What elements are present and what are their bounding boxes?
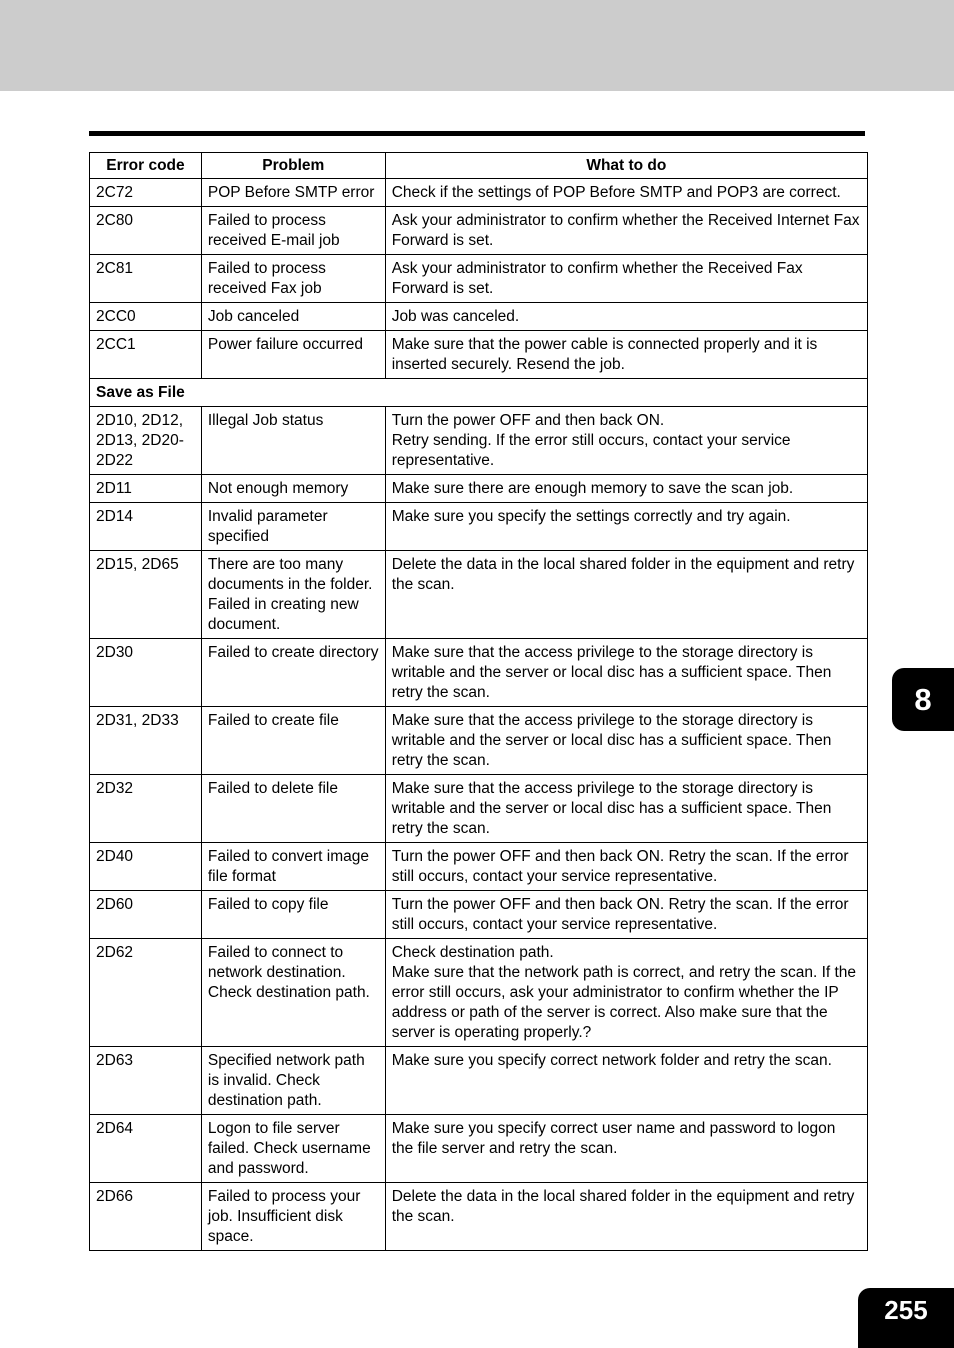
what-to-do-cell: Turn the power OFF and then back ON. Retry the scan. If the error still occurs, contact your service representative.: [385, 843, 867, 891]
section-row: [90, 379, 868, 407]
what-to-do-cell: Make sure that the access privilege to the storage directory is writable and the server or local disc has a sufficient space. Then retry the scan.: [385, 639, 867, 707]
table-row: [90, 843, 868, 891]
section-title: Save as File: [90, 379, 868, 407]
table-row: [90, 891, 868, 939]
table-row: [90, 939, 868, 1047]
what-to-do-cell: Make sure there are enough memory to save the scan job.: [385, 475, 867, 503]
table-row: [90, 1183, 868, 1251]
what-to-do-cell: Job was canceled.: [385, 303, 867, 331]
error-code-cell: 2D30: [90, 639, 202, 707]
problem-cell: Failed to connect to network destination. Check destination path.: [201, 939, 385, 1047]
error-code-cell: 2D32: [90, 775, 202, 843]
problem-cell: Failed to convert image file format: [201, 843, 385, 891]
error-code-cell: 2D62: [90, 939, 202, 1047]
problem-cell: Failed to create directory: [201, 639, 385, 707]
error-code-cell: 2C80: [90, 207, 202, 255]
error-code-cell: 2CC0: [90, 303, 202, 331]
error-code-cell: 2D15, 2D65: [90, 551, 202, 639]
what-to-do-cell: Delete the data in the local shared folder in the equipment and retry the scan.: [385, 1183, 867, 1251]
what-to-do-cell: Turn the power OFF and then back ON. Retry sending. If the error still occurs, contact your service representative.: [385, 407, 867, 475]
problem-cell: Job canceled: [201, 303, 385, 331]
table-row: [90, 1115, 868, 1183]
what-to-do-cell: Make sure that the access privilege to the storage directory is writable and the server or local disc has a sufficient space. Then retry the scan.: [385, 707, 867, 775]
what-to-do-cell: Make sure you specify correct network folder and retry the scan.: [385, 1047, 867, 1115]
table-row: [90, 407, 868, 475]
what-to-do-cell: Ask your administrator to confirm whether the Received Fax Forward is set.: [385, 255, 867, 303]
what-to-do-cell: Check if the settings of POP Before SMTP and POP3 are correct.: [385, 179, 867, 207]
table-row: [90, 639, 868, 707]
header-error-code: Error code: [90, 153, 202, 179]
table-row: [90, 1047, 868, 1115]
error-code-cell: 2D10, 2D12, 2D13, 2D20-2D22: [90, 407, 202, 475]
error-code-cell: 2D40: [90, 843, 202, 891]
table-row: [90, 707, 868, 775]
table-row: [90, 475, 868, 503]
header-problem: Problem: [201, 153, 385, 179]
problem-cell: Not enough memory: [201, 475, 385, 503]
header-what-to-do: What to do: [385, 153, 867, 179]
error-code-cell: 2C72: [90, 179, 202, 207]
header-rule: [89, 131, 865, 136]
table-row: [90, 207, 868, 255]
error-code-cell: 2C81: [90, 255, 202, 303]
problem-cell: Failed to process received Fax job: [201, 255, 385, 303]
problem-cell: Failed to copy file: [201, 891, 385, 939]
error-code-cell: 2D64: [90, 1115, 202, 1183]
table-row: [90, 255, 868, 303]
problem-cell: Specified network path is invalid. Check destination path.: [201, 1047, 385, 1115]
table-header-row: [90, 153, 868, 179]
error-code-cell: 2D14: [90, 503, 202, 551]
error-code-cell: 2D60: [90, 891, 202, 939]
problem-cell: Invalid parameter specified: [201, 503, 385, 551]
what-to-do-cell: Make sure you specify the settings correctly and try again.: [385, 503, 867, 551]
problem-cell: Failed to create file: [201, 707, 385, 775]
what-to-do-cell: Ask your administrator to confirm whether the Received Internet Fax Forward is set.: [385, 207, 867, 255]
problem-cell: Logon to file server failed. Check username and password.: [201, 1115, 385, 1183]
problem-cell: POP Before SMTP error: [201, 179, 385, 207]
table-row: [90, 331, 868, 379]
error-code-cell: 2D31, 2D33: [90, 707, 202, 775]
table-row: [90, 303, 868, 331]
table-row: [90, 503, 868, 551]
problem-cell: Illegal Job status: [201, 407, 385, 475]
problem-cell: Failed to process your job. Insufficient disk space.: [201, 1183, 385, 1251]
error-code-cell: 2D66: [90, 1183, 202, 1251]
what-to-do-cell: Make sure that the power cable is connected properly and it is inserted securely. Resend the job.: [385, 331, 867, 379]
table-row: [90, 551, 868, 639]
what-to-do-cell: Check destination path. Make sure that the network path is correct, and retry the scan. If the error still occurs, ask your administrator to confirm whether the IP address or path of the server is correct. Also make sure that the server is operating properly.?: [385, 939, 867, 1047]
what-to-do-cell: Make sure that the access privilege to the storage directory is writable and the server or local disc has a sufficient space. Then retry the scan.: [385, 775, 867, 843]
problem-cell: Failed to delete file: [201, 775, 385, 843]
error-code-cell: 2D11: [90, 475, 202, 503]
page-number: 255: [858, 1288, 954, 1348]
what-to-do-cell: Delete the data in the local shared folder in the equipment and retry the scan.: [385, 551, 867, 639]
table-row: [90, 775, 868, 843]
table-row: [90, 179, 868, 207]
what-to-do-cell: Make sure you specify correct user name and password to logon the file server and retry the scan.: [385, 1115, 867, 1183]
error-code-cell: 2CC1: [90, 331, 202, 379]
header-band: [0, 0, 954, 91]
problem-cell: Power failure occurred: [201, 331, 385, 379]
error-code-table: [89, 152, 868, 1251]
chapter-tab: 8: [892, 668, 954, 731]
what-to-do-cell: Turn the power OFF and then back ON. Retry the scan. If the error still occurs, contact your service representative.: [385, 891, 867, 939]
error-code-cell: 2D63: [90, 1047, 202, 1115]
problem-cell: There are too many documents in the folder. Failed in creating new document.: [201, 551, 385, 639]
problem-cell: Failed to process received E-mail job: [201, 207, 385, 255]
